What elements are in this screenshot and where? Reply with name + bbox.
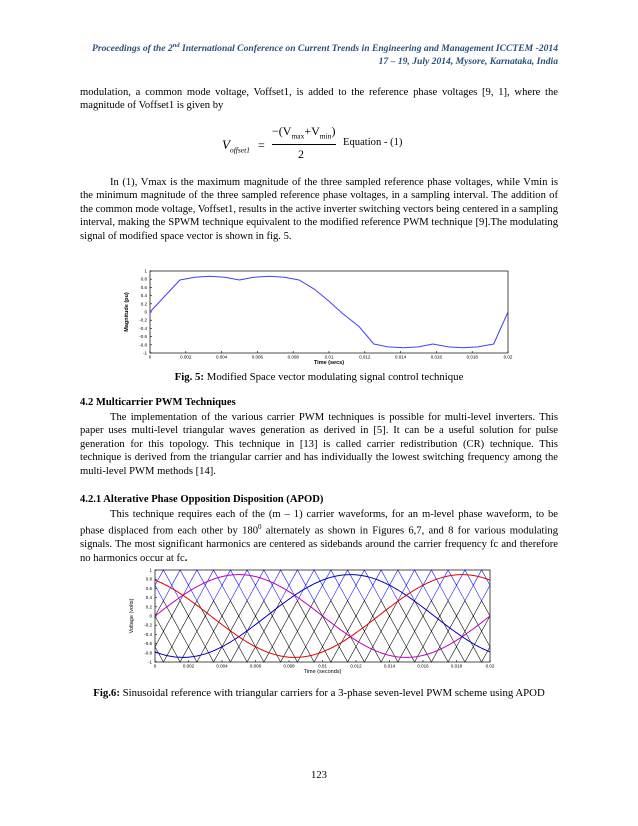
x-tick-label: 0.012 (359, 354, 371, 360)
y-tick-label: 0.6 (140, 284, 147, 290)
paragraph-2: In (1), Vmax is the maximum magnitude of the three sampled reference phase voltages, while Vmin is the minimum magnitude of the three sampled reference phase voltages, in a sampling interval. The addition of the common mode voltage, Voffset1, results in the active inverter switching vectors being centered in a sampling interval, making the SPWM technique equivalent to the modified reference PWM technique [9].The modulating signal of modified space vector is shown in fig. 5. (80, 177, 558, 242)
y-axis-label: Magnitude (pu) (124, 292, 130, 332)
equation-label: Equation - (1) (343, 137, 403, 148)
conference-header-line2: 17 – 19, July 2014, Mysore, Karnataka, India (378, 56, 558, 67)
x-tick-label: 0.01 (318, 663, 327, 669)
y-tick-label: 0.4 (145, 595, 152, 601)
y-tick-label: -0.6 (144, 641, 152, 647)
conference-header-line1 (92, 42, 558, 54)
y-axis-label: Voltage (volts) (129, 598, 135, 634)
equation-equals: = (258, 138, 265, 152)
paragraph-1: modulation, a common mode voltage, Voffset1, is added to the reference phase voltages [9, 1], where the magnitude of Voffset1 is given by (80, 87, 558, 112)
y-tick-label: 0.4 (140, 293, 147, 299)
caption-label: Fig.6: (93, 687, 120, 699)
x-axis-label: Time (seconds) (303, 669, 342, 675)
x-tick-label: 0.008 (283, 663, 295, 669)
plot-frame (150, 271, 508, 353)
triangular-carrier-2 (155, 631, 490, 646)
x-tick-label: 0.018 (450, 663, 463, 669)
x-tick-label: 0.014 (383, 663, 396, 669)
figure-6-caption (80, 686, 558, 700)
section-heading-4-2: 4.2 Multicarrier PWM Techniques (80, 397, 236, 408)
y-tick-label: -0.8 (144, 650, 152, 656)
paragraph-4-text: This technique requires each of the (m – 1) carrier waveforms, for an m-level phase waveform, to be phase displaced from each other by 180 (80, 509, 558, 537)
y-tick-label: -0.4 (139, 325, 147, 331)
x-tick-label: 0.016 (430, 354, 443, 360)
x-tick-label: 0.002 (180, 354, 192, 360)
y-tick-label: -0.6 (139, 334, 147, 340)
x-tick-label: 0.012 (350, 663, 362, 669)
x-tick-label: 0 (153, 663, 157, 669)
x-tick-label: 0.006 (249, 663, 262, 669)
header-sup: nd (172, 42, 180, 49)
x-tick-label: 0.01 (324, 354, 334, 360)
x-tick-label: 0.014 (394, 354, 407, 360)
fraction-bar (272, 144, 336, 145)
section-heading-4-2-1: 4.2.1 Alterative Phase Opposition Disposition (APOD) (80, 494, 324, 505)
equation-denominator: 2 (298, 147, 304, 161)
y-tick-label: 0.8 (145, 576, 152, 582)
x-tick-label: 0.016 (417, 663, 429, 669)
degree-superscript: 0 (258, 523, 262, 532)
x-tick-label: 0.006 (251, 354, 264, 360)
caption-text: Modified Space vector modulating signal control technique (204, 371, 464, 383)
header-text: Proceedings of the 2 (91, 43, 173, 55)
y-tick-label: 0.6 (145, 585, 152, 591)
page-number: 123 (311, 770, 327, 781)
caption-label: Fig. 5: (174, 371, 205, 383)
y-tick-label: 0.8 (140, 276, 147, 282)
y-tick-label: 1 (149, 567, 152, 573)
y-tick-label: 0.2 (145, 604, 152, 610)
y-tick-label: 0.2 (140, 301, 147, 307)
y-tick-label: 0 (149, 613, 152, 619)
paragraph-4-text-b: alternately as shown in Figures 6,7, and 8 for various modulating signals. The most significant harmonics are centered as sidebands around the carrier frequency fc and therefore no harmonics occur at fc (80, 525, 559, 564)
y-tick-label: -0.2 (144, 622, 152, 628)
y-tick-label: -0.2 (139, 317, 147, 323)
equation-lhs: $V_{offset1}$ (222, 137, 250, 155)
y-tick-label: 1 (144, 268, 147, 274)
figure-5-caption (80, 371, 558, 383)
equation-numerator: $-(V_{max}+V_{min})$ (272, 124, 336, 141)
figure-6-chart (110, 564, 500, 682)
x-tick-label: 0.018 (466, 354, 478, 360)
x-tick-label: 0.002 (182, 663, 195, 669)
paragraph-3: The implementation of the various carrier PWM techniques is possible for multi-level inverters. This paper uses multi-level triangular waves generation as derived in [5]. It can be a useful solution for pulse generation for this topology. This technique in [13] is called carrier redistribution (CR) technique. This technique is derived from the triangular carrier and has individually the lowest switching frequency among the multi-level PWM methods [14]. (80, 412, 558, 477)
header-text-post: International Conference on Current Trends in Engineering and Management ICCTEM -2014 (179, 43, 558, 55)
triangular-carrier-5 (155, 585, 490, 600)
caption-text: Sinusoidal reference with triangular carriers for a 3-phase seven-level PWM scheme using APOD (119, 687, 545, 699)
paragraph-4-end: . (184, 552, 188, 564)
x-tick-label: 0.02 (503, 354, 513, 360)
y-tick-label: 0 (144, 309, 147, 315)
x-tick-label: 0.008 (287, 354, 299, 360)
x-tick-label: 0 (148, 354, 152, 360)
paragraph-4 (80, 508, 558, 565)
triangular-carrier-4 (155, 601, 490, 616)
y-tick-label: -0.8 (139, 342, 147, 348)
x-tick-label: 0.02 (485, 663, 495, 669)
y-tick-label: -1 (142, 350, 147, 356)
y-tick-label: -1 (147, 659, 152, 665)
x-tick-label: 0.004 (216, 663, 228, 669)
modulating-signal-line (150, 276, 508, 347)
figure-5-chart (115, 265, 515, 367)
x-axis-label: Time (secs) (313, 360, 345, 366)
y-tick-label: -0.4 (144, 631, 152, 637)
triangular-carrier-3 (155, 616, 490, 631)
x-tick-label: 0.004 (215, 354, 228, 360)
